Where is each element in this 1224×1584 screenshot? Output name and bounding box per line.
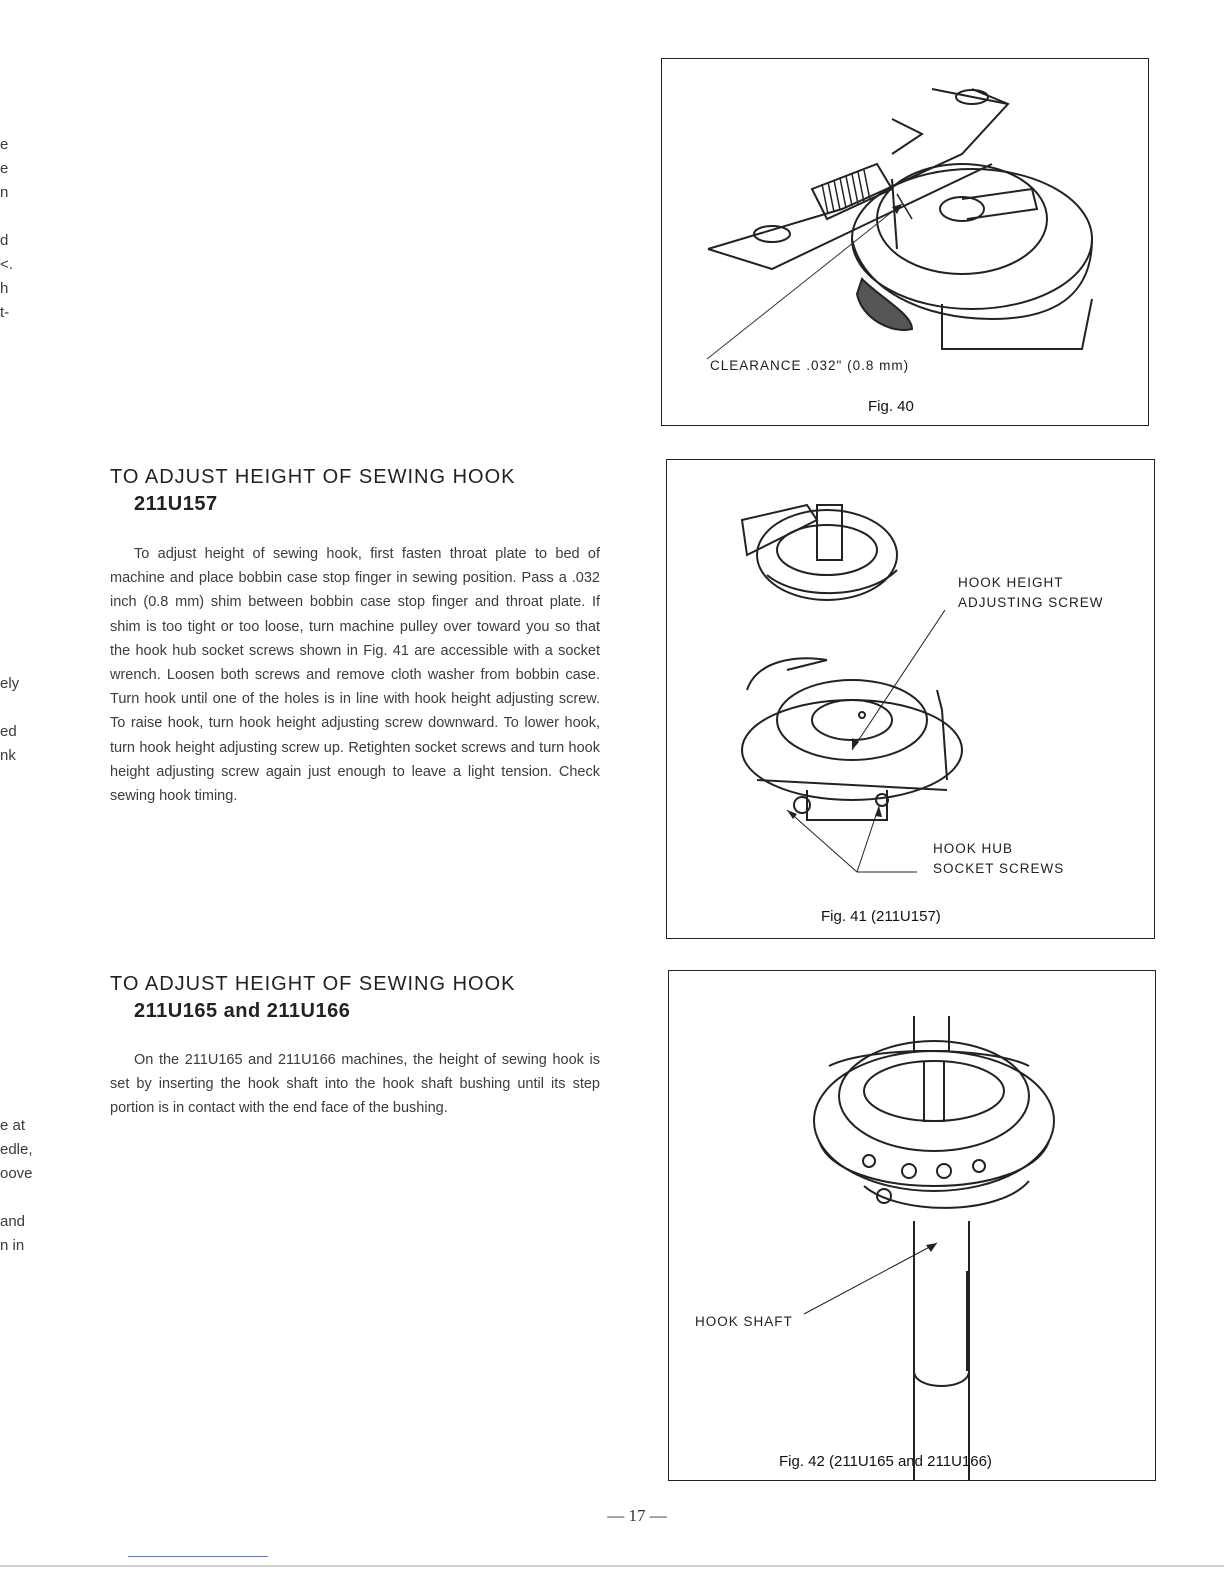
- section2-heading: [110, 973, 516, 1023]
- edge-fragment: and: [0, 1213, 26, 1230]
- page-bottom-border: [0, 1565, 1224, 1567]
- edge-fragment: <.: [0, 256, 13, 273]
- edge-fragment: n in: [0, 1237, 25, 1254]
- edge-fragment: ely: [0, 675, 20, 692]
- page-number: — 17 —: [607, 1506, 667, 1525]
- section1-body: To adjust height of sewing hook, first fasten throat plate to bed of machine and place bobbin case stop finger in sewing position. Pass a .032 inch (0.8 mm) shim between bobbin case stop finger and throat plate. If shim is too tight or too loose, turn machine pulley over toward you so that the hook hub socket screws shown in Fig. 41 are accessible with a socket wrench. Loosen both screws and remove cloth washer from bobbin case. Turn hook until one of the holes is in line with hook height adjusting screw. To raise hook, turn hook height adjusting screw downward. To lower hook, turn hook height adjusting screw up. Retighten socket screws and turn hook height adjusting screw again just enough to leave a light tension. Check sewing hook timing.: [110, 546, 600, 805]
- edge-fragment: oove: [0, 1165, 33, 1182]
- fig41-adjust-line1: HOOK HEIGHT: [958, 575, 1064, 590]
- bottom-link-underline: [128, 1556, 268, 1557]
- section1-subtitle: 211U157: [134, 493, 218, 515]
- fig42-illustration: [669, 971, 1155, 1480]
- edge-fragment: nk: [0, 747, 16, 764]
- fig41-illustration: [667, 460, 1154, 938]
- fig40-clearance-label: CLEARANCE .032" (0.8 mm): [710, 358, 910, 373]
- fig42-caption: Fig. 42 (211U165 and 211U166): [779, 1453, 992, 1470]
- edge-fragment: edle,: [0, 1141, 33, 1158]
- edge-fragment: e: [0, 160, 9, 177]
- section2-subtitle: 211U165 and 211U166: [134, 1000, 351, 1022]
- section2-body: On the 211U165 and 211U166 machines, the height of sewing hook is set by inserting the hook shaft into the hook shaft bushing until its step portion is in contact with the end face of the bushing.: [110, 1052, 600, 1117]
- figure-41: [666, 459, 1155, 939]
- edge-fragment: d: [0, 232, 9, 249]
- fig40-caption: Fig. 40: [868, 398, 914, 415]
- edge-fragments-bottom: [0, 1114, 40, 1258]
- fig41-adjust-line2: ADJUSTING SCREW: [958, 595, 1104, 610]
- edge-fragments-middle: [0, 672, 40, 768]
- edge-fragment: e: [0, 136, 9, 153]
- fig41-hub-line1: HOOK HUB: [933, 841, 1014, 856]
- section1-title: TO ADJUST HEIGHT OF SEWING HOOK: [110, 466, 516, 488]
- edge-fragment: h: [0, 280, 9, 297]
- section2-title: TO ADJUST HEIGHT OF SEWING HOOK: [110, 973, 516, 995]
- edge-fragment: n: [0, 184, 9, 201]
- edge-fragment: [0, 1186, 40, 1210]
- figure-40: [661, 58, 1149, 426]
- fig41-adjust-screw-label: [958, 573, 1104, 613]
- fig41-hub-screws-label: [933, 839, 1064, 879]
- fig42-shaft-label: HOOK SHAFT: [695, 1314, 793, 1329]
- fig41-hub-line2: SOCKET SCREWS: [933, 861, 1065, 876]
- edge-fragment: [0, 696, 40, 720]
- edge-fragment: [0, 205, 40, 229]
- edge-fragment: ed: [0, 723, 17, 740]
- section1-heading: [110, 466, 516, 516]
- figure-42: [668, 970, 1156, 1481]
- edge-fragment: t-: [0, 304, 10, 321]
- fig41-caption: Fig. 41 (211U157): [821, 908, 941, 925]
- edge-fragments-top: [0, 133, 40, 325]
- edge-fragment: e at: [0, 1117, 26, 1134]
